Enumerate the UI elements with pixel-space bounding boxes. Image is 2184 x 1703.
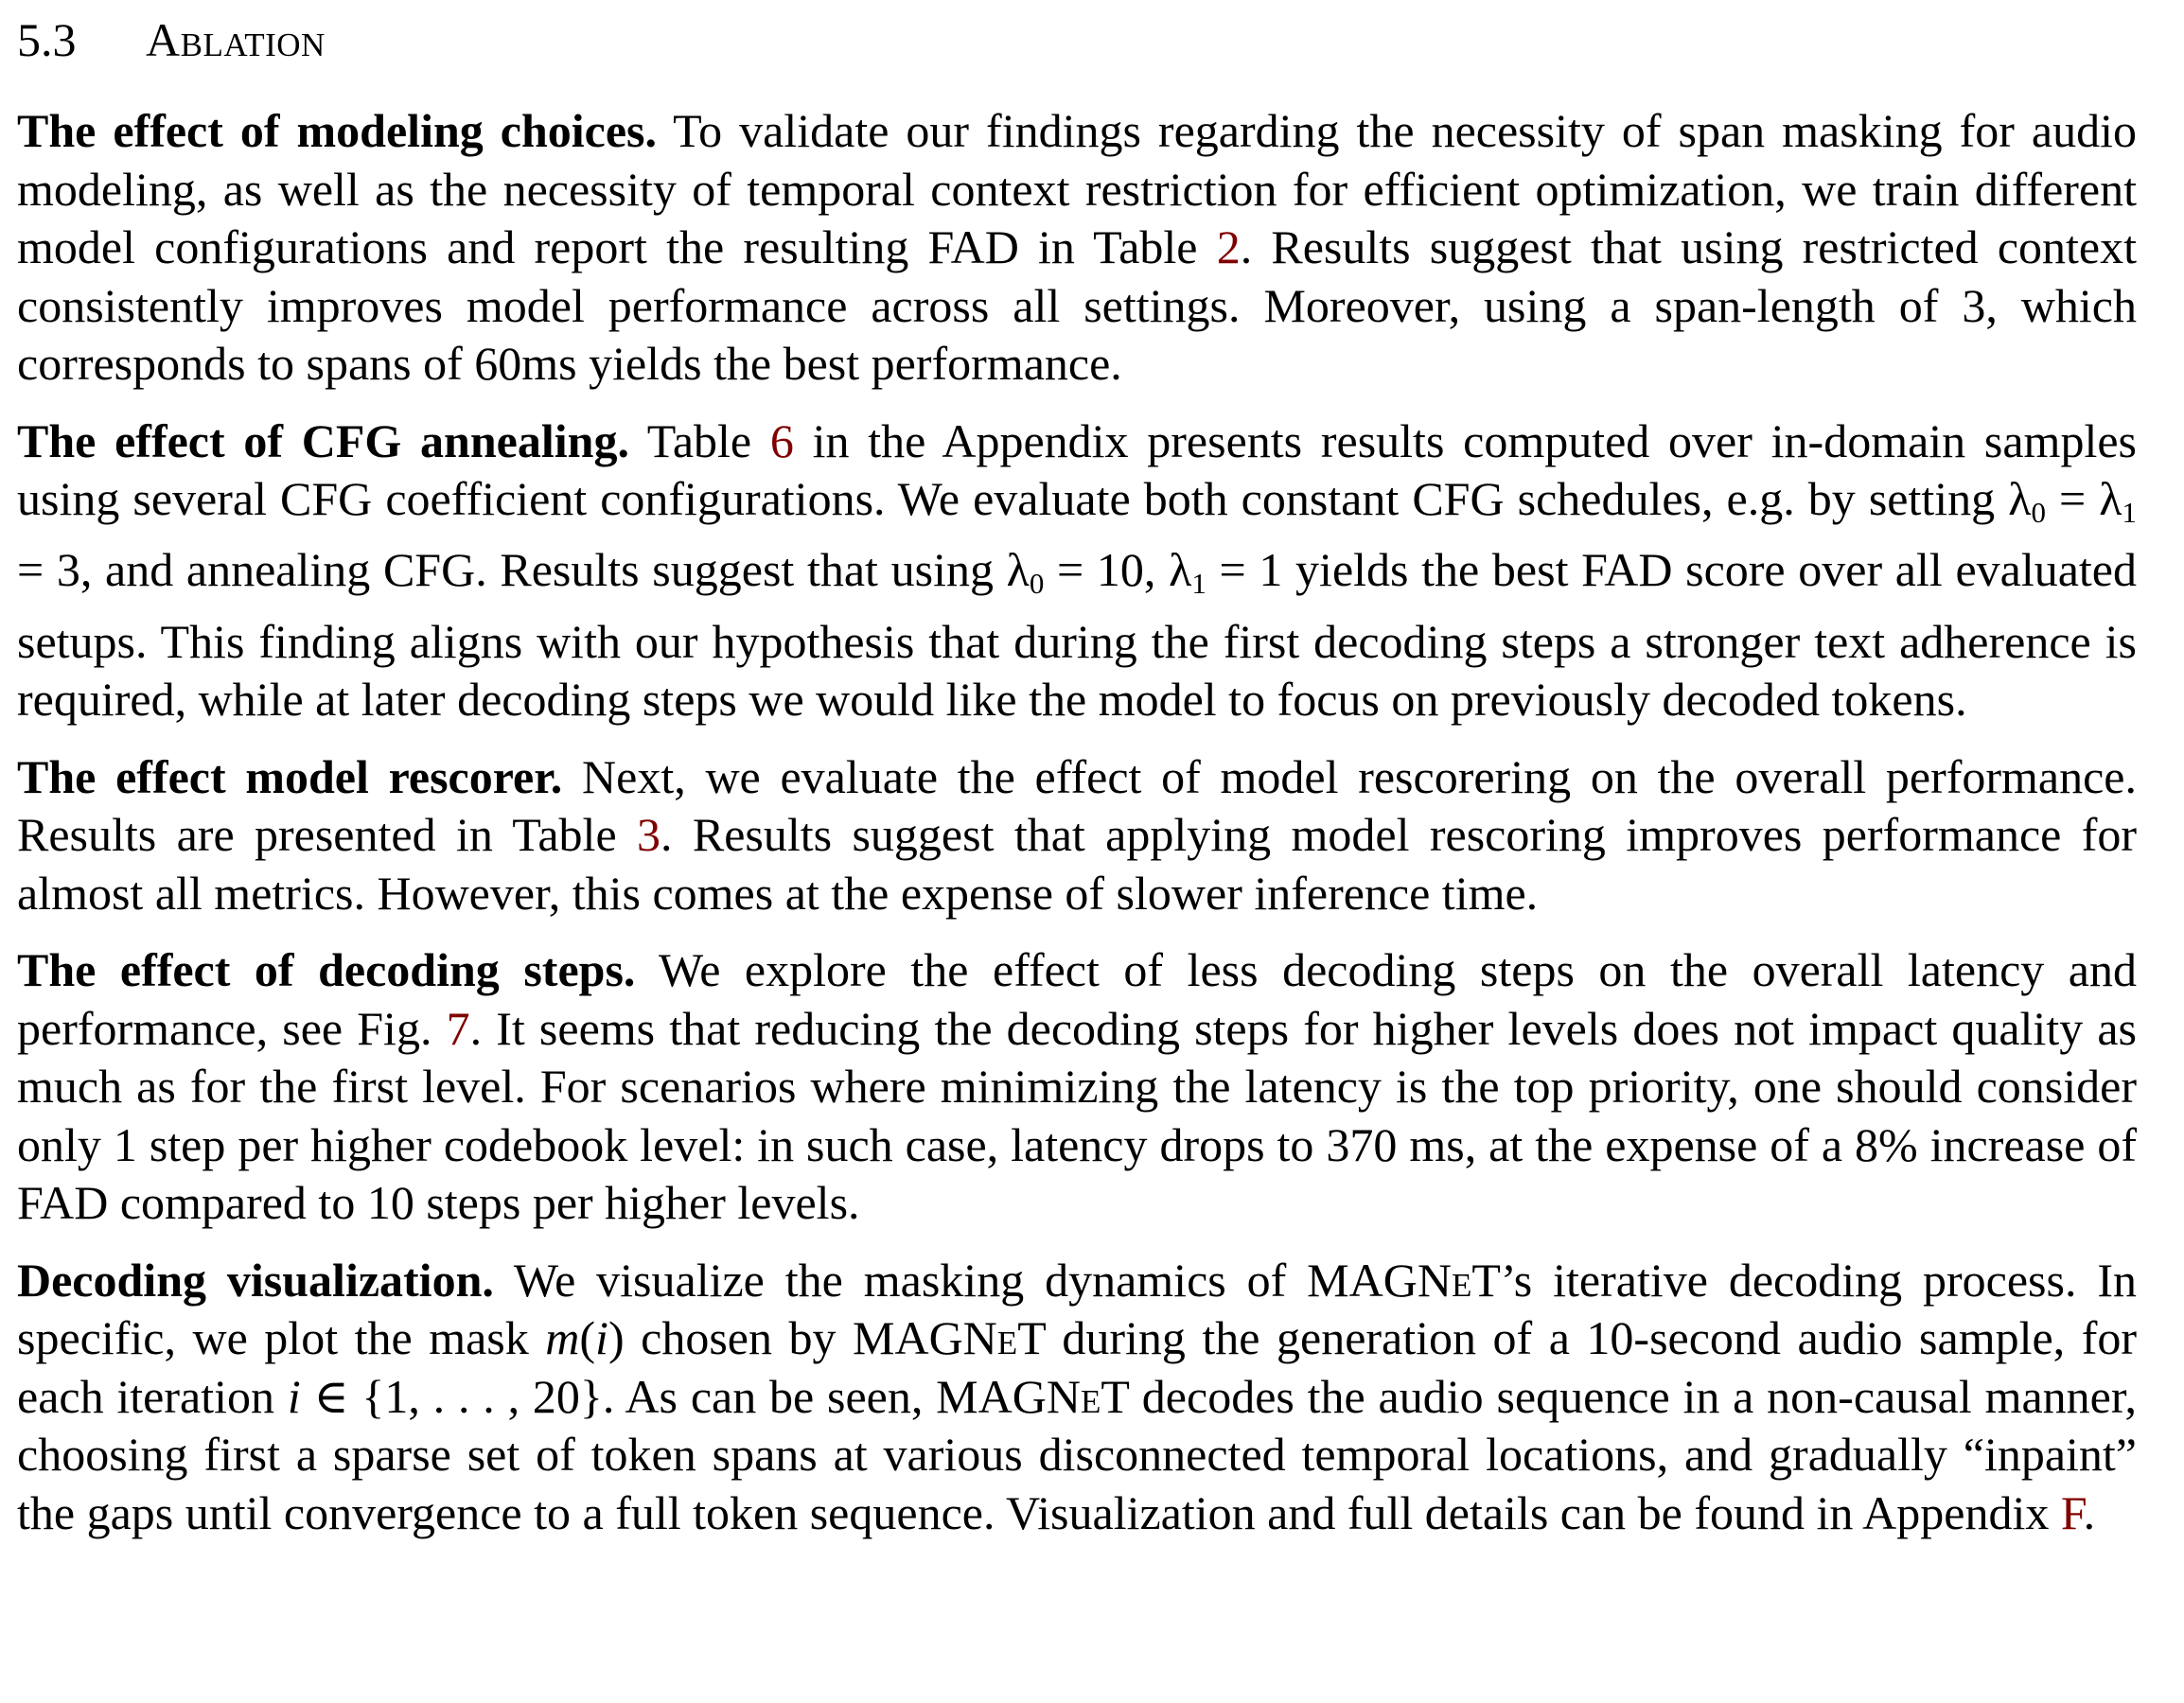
subscript: 0 <box>1029 567 1045 600</box>
cross-reference-link[interactable]: 7 <box>446 1001 470 1055</box>
paragraph-heading: The effect of modeling choices. <box>17 104 657 157</box>
section-title: Ablation <box>146 13 326 66</box>
subscript: 1 <box>2122 495 2138 529</box>
section-heading <box>17 0 2137 74</box>
small-caps-text: e <box>1451 1253 1472 1307</box>
cross-reference-link[interactable]: 3 <box>637 808 660 861</box>
paragraph-heading: The effect model rescorer. <box>17 749 563 803</box>
paragraph-text: . Results suggest that using restricted context consistently improves model performance across all settings. Moreover, using a span-length of 3, which corresponds to spans of 60ms yields the best performance. <box>17 220 2138 390</box>
paragraph-text: = 3, and annealing CFG. Results suggest that using λ <box>17 543 1030 597</box>
paragraph-text: in the Appendix presents results computed over in-domain samples using several CFG coefficient configurations. We evaluate both constant CFG schedules, e.g. by setting λ <box>17 413 2137 525</box>
paragraph-text: Table <box>628 413 770 467</box>
subscript: 1 <box>1191 567 1206 600</box>
paragraph-text: . It seems that reducing the decoding steps for higher levels does not impact quality as much as for the first level. For scenarios where minimizing the latency is the top priority, one should consider only 1 step per higher codebook level: in such case, latency drops to 370 ms, at the expense of a 8% increase of FAD compared to 10 steps per higher levels. <box>17 1001 2138 1229</box>
paragraph-text: To validate our findings regarding the necessity of span masking for audio modeling, as well as the necessity of temporal context restriction for efficient optimization, we train different model configurations and report the resulting FAD in Table <box>17 104 2137 273</box>
paper-page <box>17 0 2137 1561</box>
cross-reference-link[interactable]: F <box>2060 1485 2084 1539</box>
paragraph-text: = λ <box>2045 472 2122 525</box>
math-symbol: m <box>545 1311 580 1364</box>
paragraph-text: = 1 yields the best FAD score over all evaluated setups. This finding aligns with our hypothesis that during the first decoding steps a stronger text adherence is required, while at later decoding steps we would like the model to focus on previously decoded tokens. <box>17 543 2137 726</box>
cross-reference-link[interactable]: 6 <box>769 413 794 467</box>
section-number: 5.3 <box>17 13 77 66</box>
paragraph-text: ∈ {1, . . . , 20}. As can be seen, MAGN <box>300 1369 1081 1423</box>
paragraph-text: = 10, λ <box>1044 543 1192 597</box>
paragraph-heading: The effect of decoding steps. <box>17 943 636 996</box>
paragraph-text: . Results suggest that applying model rescoring improves performance for almost all metrics. However, this comes at the expense of slower inference time. <box>17 808 2137 920</box>
small-caps-text: e <box>996 1311 1018 1364</box>
math-symbol: i <box>595 1311 608 1364</box>
paragraph-decoding-visualization <box>17 1252 2137 1543</box>
cross-reference-link[interactable]: 2 <box>1216 220 1241 273</box>
paragraph-decoding-steps <box>17 941 2137 1233</box>
small-caps-text: e <box>1080 1369 1101 1423</box>
paragraph-text: T’s iterative decoding process. In specific, we plot the mask <box>17 1253 2138 1364</box>
paragraph-heading: The effect of CFG annealing. <box>17 413 629 467</box>
paragraph-heading: Decoding visualization. <box>17 1253 494 1307</box>
paragraph-model-rescorer <box>17 748 2137 923</box>
paragraph-cfg-annealing <box>17 413 2137 729</box>
paragraph-text: We visualize the masking dynamics of MAGN <box>493 1253 1452 1307</box>
paragraph-text: T decodes the audio sequence in a non-causal manner, choosing first a sparse set of token spans at various disconnected temporal locations, and gradually “inpaint” the gaps until convergence to a full token sequence. Visualization and full details can be found in Appendix <box>17 1369 2137 1539</box>
paragraph-text: Next, we evaluate the effect of model rescorering on the overall performance. Results are presented in Table <box>17 749 2138 861</box>
paragraph-text: ) chosen by MAGN <box>608 1311 997 1364</box>
math-symbol: i <box>287 1369 301 1423</box>
paragraph-text: We explore the effect of less decoding steps on the overall latency and performance, see Fig. <box>17 943 2137 1055</box>
paragraph-text: ( <box>579 1311 596 1364</box>
paragraph-modeling-choices <box>17 102 2137 394</box>
paragraph-text: T during the generation of a 10-second audio sample, for each iteration <box>17 1311 2137 1423</box>
subscript: 0 <box>2031 495 2046 529</box>
paragraph-text: . <box>2083 1485 2096 1539</box>
